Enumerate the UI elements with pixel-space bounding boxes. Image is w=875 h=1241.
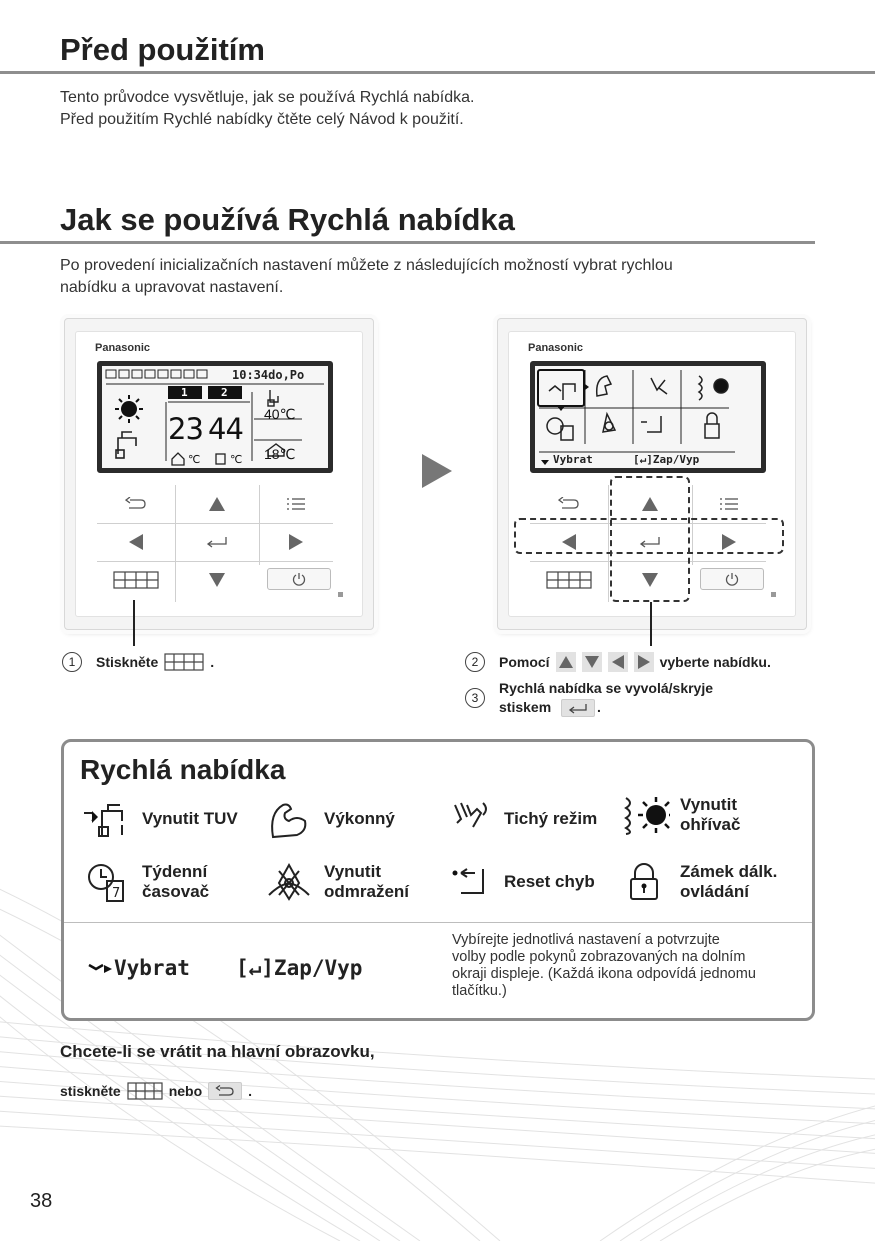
lcd-screen-main [97, 361, 333, 473]
menu-item-label: Tichý režim [504, 809, 598, 828]
tank-temp: 40℃ [264, 406, 296, 422]
step-2-suffix: vyberte nabídku. [659, 654, 771, 670]
step-3-number: 3 [465, 688, 485, 708]
left-key-icon [608, 652, 628, 672]
how-to-paragraph [60, 255, 673, 299]
section-title-before-use: Před použitím [60, 32, 265, 67]
button-grid [89, 485, 333, 602]
note-line-3: okraji displeje. (Každá ikona odpovídá jednomu [452, 966, 756, 982]
quick-menu-grid-icon [113, 571, 159, 589]
status-led [771, 592, 776, 597]
menu-item-label-block [324, 862, 409, 902]
weekly-timer-icon [82, 861, 132, 903]
menu-item-label-line-2: ovládání [680, 882, 749, 901]
tank-icon [268, 390, 278, 406]
back-button[interactable] [97, 485, 175, 523]
note-line-2: volby podle pokynů zobrazovaných na dolním [452, 949, 746, 965]
left-button[interactable] [97, 523, 175, 561]
enter-icon [206, 536, 228, 548]
power-button[interactable] [700, 568, 764, 590]
down-button[interactable] [175, 561, 259, 599]
page-number: 38 [30, 1190, 53, 1212]
enter-button[interactable] [175, 523, 259, 561]
zone-1-temp: 23 [168, 412, 203, 446]
quiet-hand-icon [444, 798, 494, 840]
menu-item-remote-lock [620, 861, 777, 903]
step-3 [465, 679, 713, 717]
menu-button[interactable] [259, 485, 333, 523]
remote-controller-main [64, 318, 374, 630]
step-3-line-1: Rychlá nabídka se vyvolá/skryje [499, 680, 714, 696]
down-key-icon [582, 652, 602, 672]
menu-list-icon [286, 497, 306, 511]
zone-2-temp: 44 [208, 412, 243, 446]
intro-line-1: Tento průvodce vysvětluje, jak se používá Rychlá nabídka. [60, 89, 475, 106]
menu-item-label: Vynutit TUV [142, 809, 238, 828]
return-text-press: stiskněte [60, 1083, 121, 1099]
zone-2-badge: 2 [221, 386, 228, 399]
menu-item-force-heater [620, 794, 740, 836]
menu-item-reset-error [444, 861, 595, 903]
sun-icon [121, 401, 137, 417]
menu-item-quiet [444, 798, 597, 840]
intro-paragraph [60, 87, 474, 131]
zone-1-badge: 1 [181, 386, 188, 399]
menu-item-label-line-1: Zámek dálk. [680, 862, 778, 881]
left-arrow-icon [129, 534, 143, 550]
quick-menu-title: Rychlá nabídka [80, 754, 286, 785]
note-line-4: tlačítku.) [452, 983, 507, 999]
how-to-line-2: nabídku a upravovat nastavení. [60, 279, 284, 296]
enter-key-icon [561, 699, 595, 717]
step-2-prefix: Pomocí [499, 654, 550, 670]
panel-divider [64, 922, 812, 923]
quick-menu-note [452, 932, 812, 1000]
screen-toggle-label: [↵]Zap/Vyp [633, 453, 700, 466]
intro-line-2: Před použitím Rychlé nabídky čtěte celý Návod k použití. [60, 111, 464, 128]
unit-label-2: ℃ [230, 454, 243, 466]
quick-menu-grid-icon [546, 571, 592, 589]
menu-item-powerful [264, 798, 395, 840]
screen-select-label: Vybrat [553, 453, 593, 466]
quick-menu-panel [61, 739, 815, 1021]
heater-sun-icon [620, 794, 670, 836]
how-to-line-1: Po provedení inicializačních nastavení můžete z následujících možností vybrat rychlou [60, 257, 673, 274]
tap-water-icon [82, 798, 132, 840]
menu-item-weekly-timer [82, 861, 209, 903]
unit-label-1: ℃ [188, 454, 201, 466]
step-3-end: . [597, 699, 601, 715]
reset-error-icon [444, 861, 494, 903]
note-line-1: Vybírejte jednotlivá nastavení a potvrzujte [452, 932, 720, 948]
pointer-line-step2 [650, 602, 652, 646]
padlock-icon [620, 861, 670, 903]
pointer-line-step1 [133, 600, 135, 646]
menu-item-label-line-2: ohřívač [680, 815, 741, 834]
up-button[interactable] [175, 485, 259, 523]
up-arrow-icon [209, 497, 225, 511]
menu-list-icon [719, 497, 739, 511]
step-1 [62, 652, 214, 672]
menu-item-label-line-2: odmražení [324, 882, 410, 901]
quick-menu-grid-icon [164, 653, 204, 671]
menu-item-label: Reset chyb [504, 872, 595, 891]
power-icon [725, 572, 739, 586]
title-rule [0, 241, 815, 244]
step-3-text-block [499, 679, 713, 717]
arrow-keys-group [556, 652, 654, 672]
section-title-how-to-use: Jak se používá Rychlá nabídka [60, 202, 515, 237]
step-2 [465, 652, 771, 672]
tap-icon [116, 432, 136, 458]
brand-logo: Panasonic [95, 342, 151, 354]
arrow-keys-highlight-horizontal [514, 518, 784, 554]
menu-item-label-line-1: Vynutit [680, 795, 737, 814]
menu-item-label-line-1: Vynutit [324, 862, 381, 881]
right-key-icon [634, 652, 654, 672]
flexed-arm-icon [264, 798, 314, 840]
step-1-end: . [210, 654, 215, 670]
back-key-icon [208, 1082, 242, 1100]
select-hint [86, 956, 190, 980]
back-arrow-icon [125, 497, 147, 511]
menu-item-label-block [680, 862, 777, 902]
quick-menu-button[interactable] [97, 561, 175, 599]
toggle-hint-label: [↵]Zap/Vyp [236, 956, 363, 980]
quick-menu-grid-icon [127, 1082, 163, 1100]
return-instruction [60, 1082, 252, 1100]
status-led [338, 592, 343, 597]
menu-item-label-block [680, 795, 740, 835]
down-arrow-icon [209, 573, 225, 587]
defrost-icon [264, 861, 314, 903]
menu-item-force-defrost [264, 861, 409, 903]
power-icon [292, 572, 306, 586]
step-1-text: Stiskněte [96, 654, 159, 670]
right-button[interactable] [259, 523, 333, 561]
menu-item-force-dhw [82, 798, 238, 840]
menu-item-label-line-1: Týdenní [142, 862, 208, 881]
quick-menu-button[interactable] [530, 561, 608, 599]
menu-item-label-line-2: časovač [142, 882, 210, 901]
up-key-icon [556, 652, 576, 672]
right-arrow-icon [289, 534, 303, 550]
select-arrow-icon [86, 957, 114, 979]
step-1-number: 1 [62, 652, 82, 672]
back-arrow-icon [558, 497, 580, 511]
step-2-number: 2 [465, 652, 485, 672]
select-hint-label: Vybrat [114, 956, 190, 980]
lcd-screen-quick-menu [530, 361, 766, 473]
return-text-end: . [248, 1083, 253, 1099]
title-rule [0, 71, 875, 74]
next-arrow-icon [420, 452, 454, 490]
step-3-line-2: stiskem [499, 699, 552, 715]
clock-readout: 10:34do,Po [232, 368, 305, 382]
power-button[interactable] [267, 568, 331, 590]
return-text-or: nebo [168, 1083, 203, 1099]
brand-logo: Panasonic [528, 342, 584, 354]
menu-item-label: Výkonný [324, 809, 395, 828]
menu-item-label-block [142, 862, 209, 902]
outdoor-temp: 18℃ [264, 446, 296, 462]
return-instruction-title: Chcete-li se vrátit na hlavní obrazovku, [60, 1042, 375, 1061]
svg-text:7: 7 [112, 886, 121, 901]
